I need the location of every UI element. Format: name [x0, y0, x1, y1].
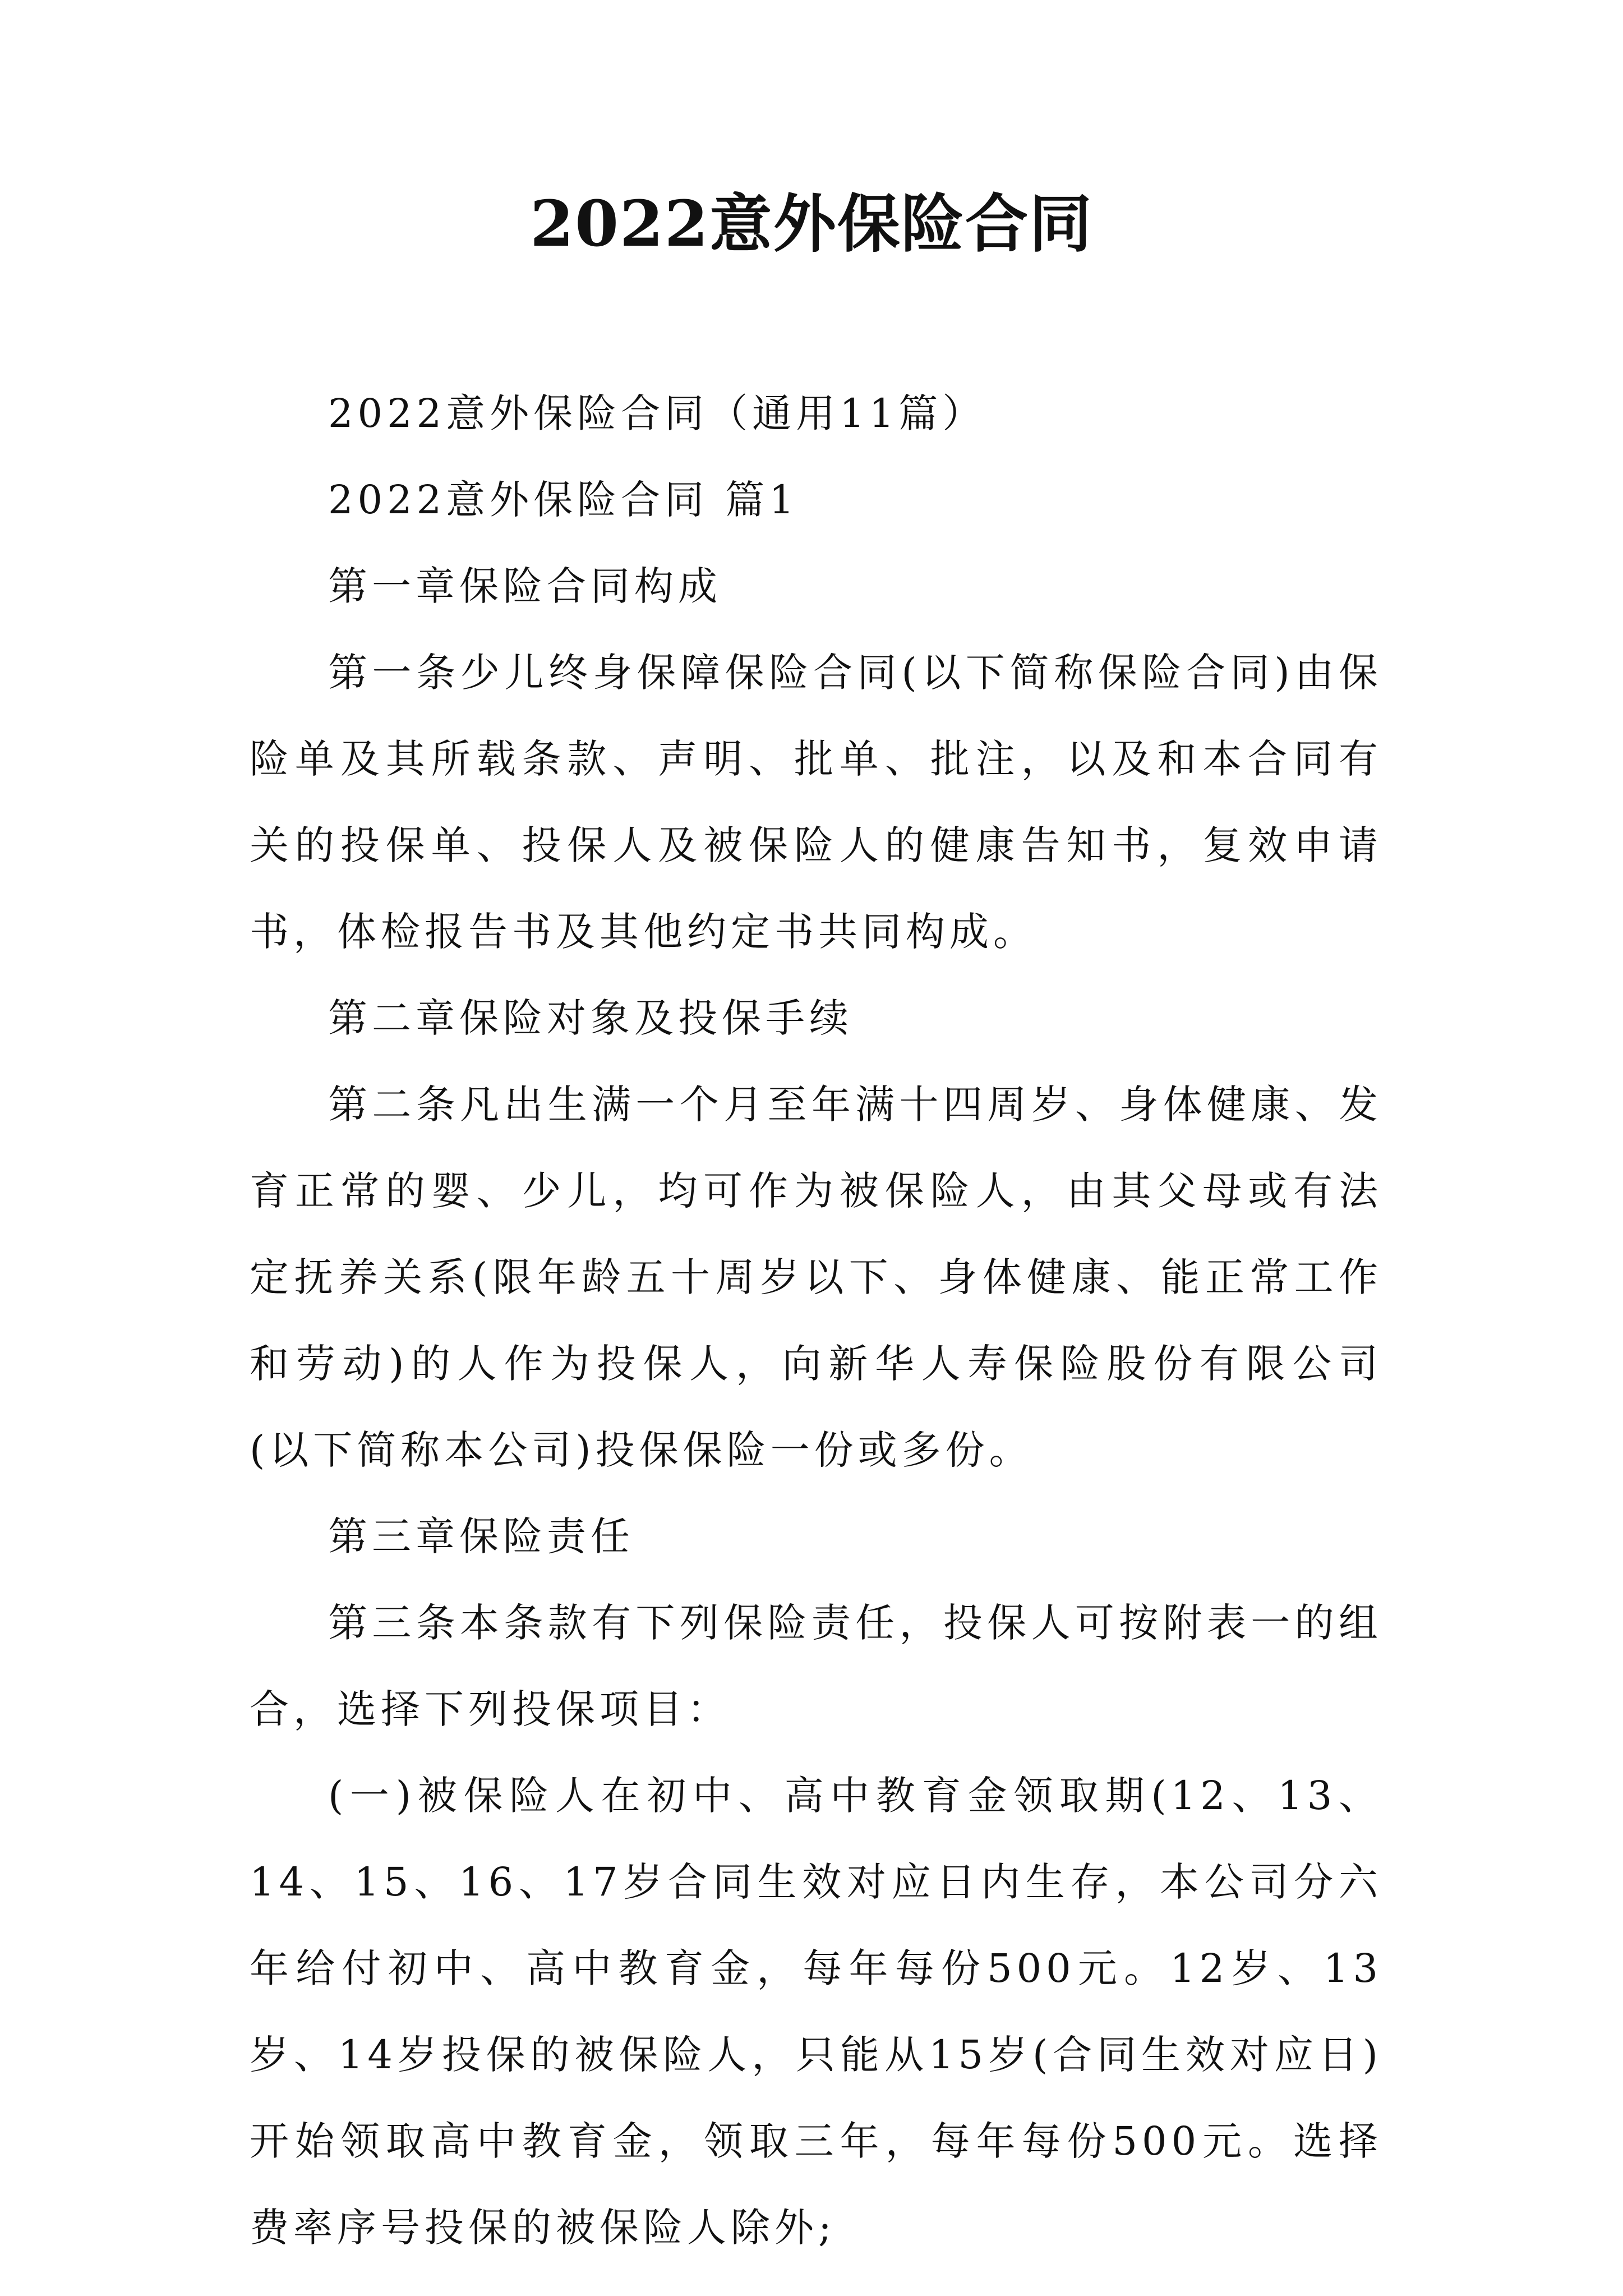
paragraph-article-1: 第一条少儿终身保障保险合同(以下简称保险合同)由保险单及其所载条款、声明、批单、批注，以及和本合同有关的投保单、投保人及被保险人的健康告知书，复效申请书，体检报告书及其他约定书共同构成。 — [250, 650, 1382, 955]
paragraph-chapter-2: 第二章保险对象及投保手续 — [328, 995, 853, 1041]
paragraph-chapter-3: 第三章保险责任 — [328, 1513, 634, 1559]
paragraph-subtitle: 2022意外保险合同（通用11篇） — [328, 390, 986, 436]
paragraph-part-heading: 2022意外保险合同 篇1 — [328, 477, 799, 523]
paragraph-item-1: (一)被保险人在初中、高中教育金领取期(12、13、14、15、16、17岁合同生效对应日内生存，本公司分六年给付初中、高中教育金，每年每份500元。12岁、13岁、14岁投保的被保险人，只能从15岁(合同生效对应日)开始领取高中教育金，领取三年，每年每份500元。选择费率序号投保的被保险人除外; — [250, 1773, 1382, 2251]
document-body — [250, 370, 1382, 2271]
paragraph-chapter-1: 第一章保险合同构成 — [328, 563, 722, 609]
document-title: 2022意外保险合同 — [530, 187, 1093, 261]
paragraph-article-2: 第二条凡出生满一个月至年满十四周岁、身体健康、发育正常的婴、少儿，均可作为被保险人，由其父母或有法定抚养关系(限年龄五十周岁以下、身体健康、能正常工作和劳动)的人作为投保人，向新华人寿保险股份有限公司(以下简称本公司)投保保险一份或多份。 — [250, 1082, 1382, 1473]
paragraph-article-3: 第三条本条款有下列保险责任，投保人可按附表一的组合，选择下列投保项目： — [250, 1600, 1382, 1732]
